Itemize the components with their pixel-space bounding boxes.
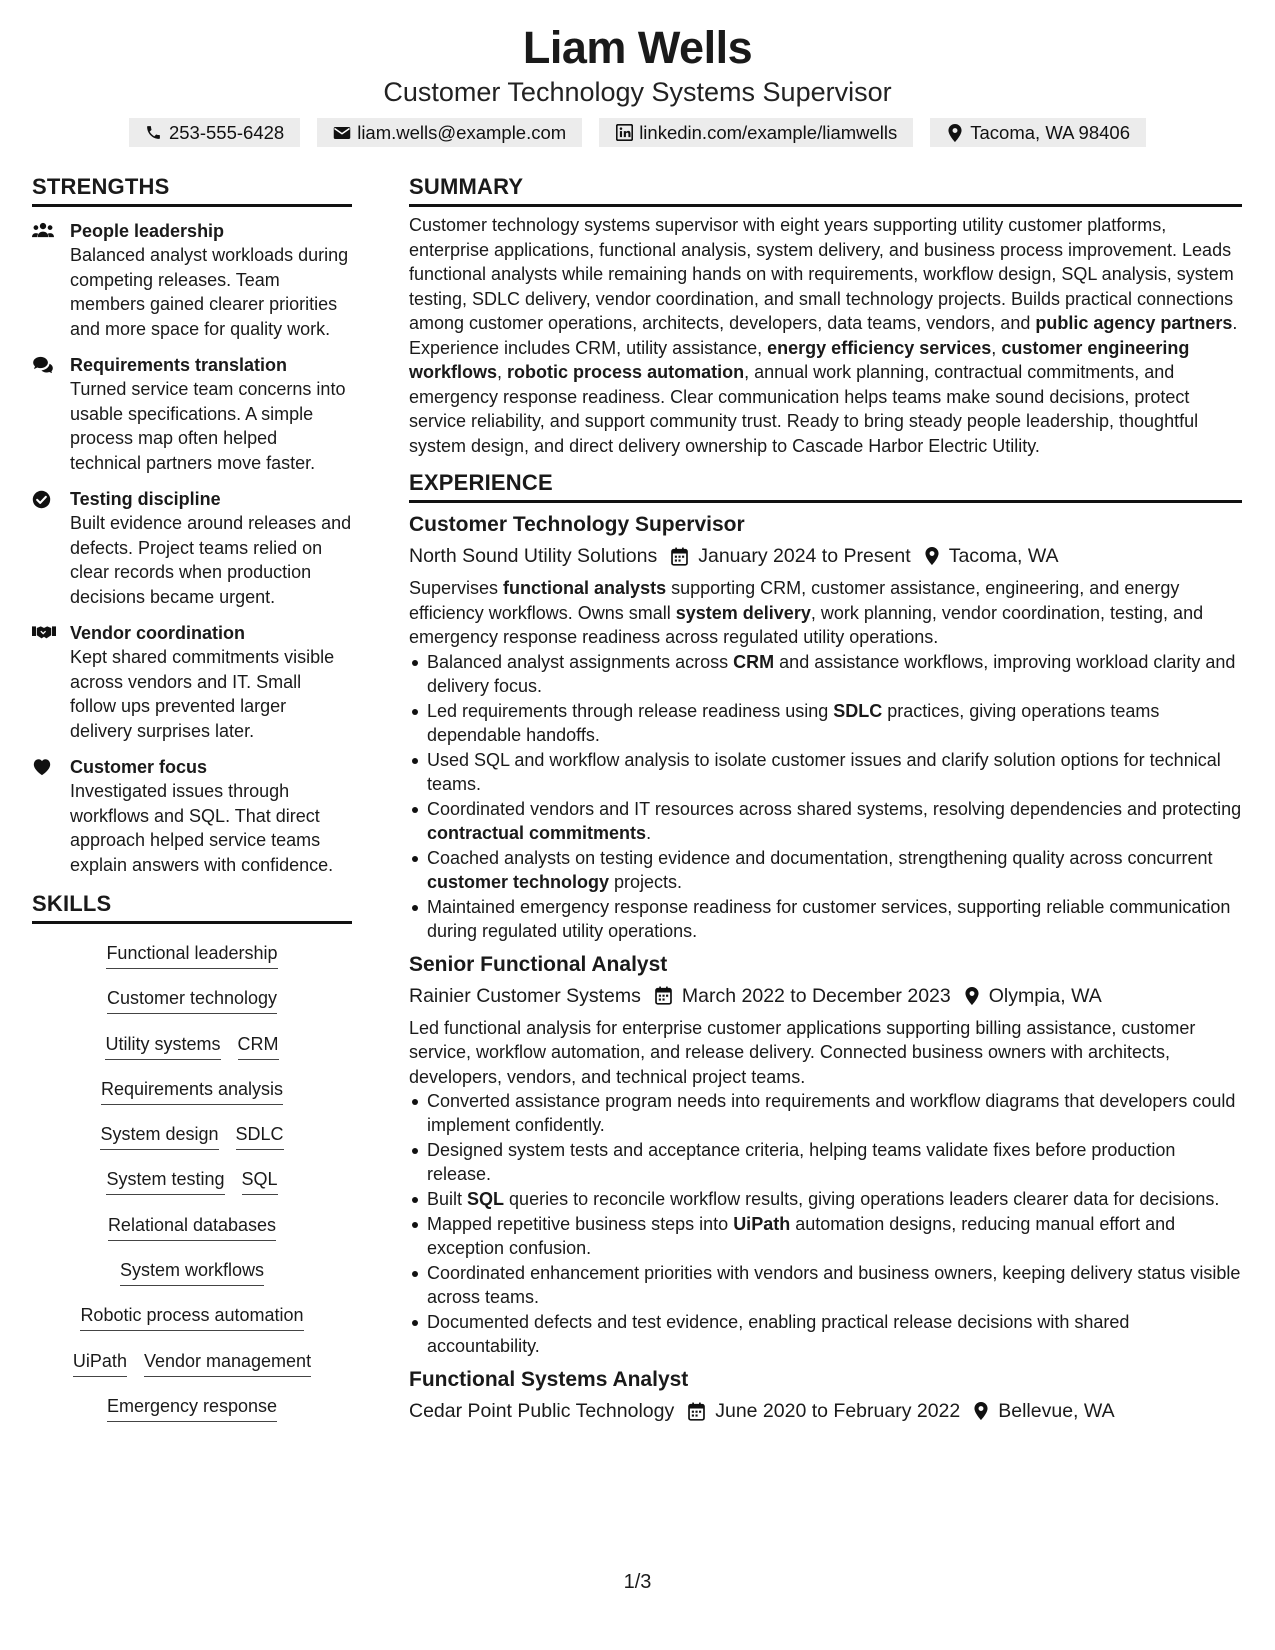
- skill-tag: System workflows: [120, 1258, 264, 1286]
- candidate-title: Customer Technology Systems Supervisor: [383, 77, 892, 107]
- job-dates: June 2020 to February 2022: [715, 1400, 961, 1422]
- skills-heading: SKILLS: [32, 889, 352, 924]
- skill-tag: System testing: [106, 1167, 224, 1195]
- skill-tag: CRM: [238, 1032, 279, 1060]
- calendar-icon: [655, 986, 672, 1005]
- job-entry: [409, 511, 1242, 943]
- experience-heading: EXPERIENCE: [409, 468, 1242, 503]
- skill-row: [32, 1032, 352, 1077]
- company-name: Cedar Point Public Technology: [409, 1400, 675, 1422]
- bullet-item: Used SQL and workflow analysis to isolate customer issues and clarify solution options for technical teams.: [427, 748, 1242, 796]
- strength-item: [32, 755, 352, 877]
- strength-item: [32, 621, 352, 743]
- bullet-item: Led requirements through release readiness using SDLC practices, giving operations teams dependable handoffs.: [427, 699, 1242, 747]
- skill-row: [32, 1303, 352, 1348]
- bullet-item: Converted assistance program needs into requirements and workflow diagrams that developers could implement confidently.: [427, 1089, 1242, 1137]
- summary-heading: SUMMARY: [409, 172, 1242, 207]
- strength-description: Built evidence around releases and defects. Project teams relied on clear records when production decisions became urgent.: [70, 513, 352, 607]
- resume-header: [0, 0, 1275, 147]
- strength-title: People leadership: [70, 221, 225, 241]
- skills-list: [32, 941, 352, 1439]
- bullet-item: Documented defects and test evidence, enabling practical release decisions with shared accountability.: [427, 1310, 1242, 1358]
- strength-item: [32, 219, 352, 341]
- phone-icon: [145, 124, 163, 142]
- strength-title: Requirements translation: [70, 355, 288, 375]
- strength-body: [70, 755, 352, 877]
- job-description: Supervises functional analysts supporting CRM, customer assistance, engineering, and energy efficiency workflows. Owns small system delivery, work planning, vendor coordination, testing, and emergency response readiness across regulated utility operations.: [409, 578, 1204, 647]
- job-meta: [409, 982, 1242, 1010]
- job-meta: [409, 542, 1242, 570]
- bullet-item: Built SQL queries to reconcile workflow results, giving operations leaders clearer data for decisions.: [427, 1187, 1242, 1211]
- job-location: Olympia, WA: [988, 984, 1102, 1007]
- job-description: Led functional analysis for enterprise customer applications supporting billing assistance, customer service, workflow automation, and release delivery. Connected business owners with architects, developers, vendors, and technical project teams.: [409, 1017, 1196, 1087]
- job-meta: [409, 1397, 1242, 1425]
- skill-tag: Requirements analysis: [101, 1077, 283, 1105]
- skill-tag: Customer technology: [107, 986, 277, 1014]
- contact-text: liam.wells@example.com: [357, 121, 567, 143]
- contact-item[interactable]: [599, 118, 913, 147]
- job-entry: [409, 951, 1242, 1359]
- skill-row: [32, 986, 352, 1031]
- map-pin-icon: [974, 1402, 988, 1420]
- skill-tag: Emergency response: [107, 1394, 277, 1422]
- bullet-item: Coached analysts on testing evidence and documentation, strengthening quality across concurrent customer technology projects.: [427, 846, 1242, 894]
- strength-description: Turned service team concerns into usable specifications. A simple process map often helped technical partners move faster.: [70, 379, 346, 473]
- map-pin-icon: [946, 124, 964, 142]
- chat-bubbles-icon: [32, 353, 70, 475]
- job-title: Customer Technology Supervisor: [409, 513, 745, 536]
- bullet-item: Mapped repetitive business steps into UiPath automation designs, reducing manual effort and exception confusion.: [427, 1212, 1242, 1260]
- job-bullets: [409, 650, 1242, 943]
- contact-text: linkedin.com/example/liamwells: [639, 121, 898, 143]
- job-bullets: [409, 1089, 1242, 1358]
- skill-tag: Functional leadership: [106, 941, 277, 969]
- job-title: Functional Systems Analyst: [409, 1368, 689, 1391]
- strengths-list: [32, 219, 352, 877]
- right-column: [409, 172, 1242, 1425]
- skill-tag: System design: [100, 1122, 218, 1150]
- strength-body: [70, 219, 352, 341]
- calendar-icon: [671, 547, 688, 566]
- summary-text: Customer technology systems supervisor with eight years supporting utility customer platforms, enterprise applications, functional analysis, system delivery, and business process improvement. Leads functional analysts while remaining hands on with requirements, workflow design, SQL analysis, system testing, SDLC delivery, vendor coordination, and small technology projects. Builds practical connections among customer operations, architects, developers, data teams, vendors, and public agency partners. Experience includes CRM, utility assistance, energy efficiency services, customer engineering workflows, robotic process automation, annual work planning, contractual commitments, and emergency response readiness. Clear communication helps teams make sound decisions, protect service reliability, and support community trust. Ready to bring steady people leadership, thoughtful system design, and direct delivery ownership to Cascade Harbor Electric Utility.: [409, 215, 1238, 456]
- skill-tag: Relational databases: [108, 1213, 276, 1241]
- skill-row: [32, 1213, 352, 1258]
- page-number: 1/3: [623, 1571, 652, 1593]
- handshake-icon: [32, 621, 70, 743]
- bullet-item: Balanced analyst assignments across CRM and assistance workflows, improving workload clarity and delivery focus.: [427, 650, 1242, 698]
- skill-row: [32, 1077, 352, 1122]
- strength-body: [70, 353, 352, 475]
- bullet-item: Maintained emergency response readiness for customer services, supporting reliable communication during regulated utility operations.: [427, 895, 1242, 943]
- skill-row: [32, 1122, 352, 1167]
- contact-item[interactable]: [317, 118, 582, 147]
- job-location: Bellevue, WA: [998, 1400, 1115, 1422]
- contact-item[interactable]: [930, 118, 1146, 147]
- skill-row: [32, 1258, 352, 1303]
- candidate-name: Liam Wells: [522, 22, 753, 73]
- skill-tag: Robotic process automation: [80, 1303, 303, 1331]
- strength-title: Testing discipline: [70, 489, 221, 509]
- skills-section: [32, 889, 352, 1439]
- skill-tag: Utility systems: [105, 1032, 220, 1060]
- skill-tag: UiPath: [73, 1349, 127, 1377]
- envelope-icon: [333, 124, 351, 142]
- strength-title: Vendor coordination: [70, 623, 246, 643]
- skill-tag: Vendor management: [144, 1349, 311, 1377]
- skill-row: [32, 1167, 352, 1212]
- strength-body: [70, 621, 352, 743]
- check-circle-icon: [32, 487, 70, 609]
- heart-icon: [32, 755, 70, 877]
- contact-text: 253-555-6428: [168, 121, 285, 143]
- contact-bar: [0, 118, 1275, 147]
- contact-item[interactable]: [129, 118, 300, 147]
- strength-description: Balanced analyst workloads during competing releases. Team members gained clearer priorities and more space for quality work.: [70, 245, 349, 339]
- company-name: North Sound Utility Solutions: [409, 545, 658, 567]
- skill-row: [32, 1394, 352, 1439]
- experience-list: [409, 511, 1242, 1425]
- job-title: Senior Functional Analyst: [409, 952, 668, 976]
- map-pin-icon: [925, 547, 939, 565]
- strength-description: Investigated issues through workflows and SQL. That direct approach helped service teams explain answers with confidence.: [70, 781, 334, 875]
- job-entry: [409, 1366, 1242, 1425]
- skill-tag: SQL: [242, 1167, 278, 1195]
- job-dates: March 2022 to December 2023: [681, 984, 951, 1007]
- strength-body: [70, 487, 352, 609]
- skill-row: [32, 941, 352, 986]
- strengths-heading: STRENGTHS: [32, 172, 352, 207]
- bullet-item: Designed system tests and acceptance criteria, helping teams validate fixes before production release.: [427, 1138, 1242, 1186]
- company-name: Rainier Customer Systems: [409, 984, 641, 1007]
- map-pin-icon: [965, 987, 979, 1005]
- job-dates: January 2024 to Present: [698, 545, 911, 567]
- strength-item: [32, 353, 352, 475]
- strength-item: [32, 487, 352, 609]
- people-group-icon: [32, 219, 70, 341]
- skill-tag: SDLC: [236, 1122, 284, 1150]
- strength-description: Kept shared commitments visible across vendors and IT. Small follow ups prevented larger delivery surprises later.: [70, 647, 335, 741]
- calendar-icon: [688, 1402, 705, 1421]
- job-location: Tacoma, WA: [948, 545, 1059, 567]
- skill-row: [32, 1349, 352, 1394]
- bullet-item: Coordinated enhancement priorities with vendors and business owners, keeping delivery status visible across teams.: [427, 1263, 1241, 1307]
- bullet-item: Coordinated vendors and IT resources across shared systems, resolving dependencies and protecting contractual commitments.: [427, 798, 1242, 843]
- linkedin-icon: [615, 124, 633, 142]
- contact-text: Tacoma, WA 98406: [970, 121, 1130, 143]
- strength-title: Customer focus: [70, 757, 208, 777]
- left-column: [32, 172, 352, 1439]
